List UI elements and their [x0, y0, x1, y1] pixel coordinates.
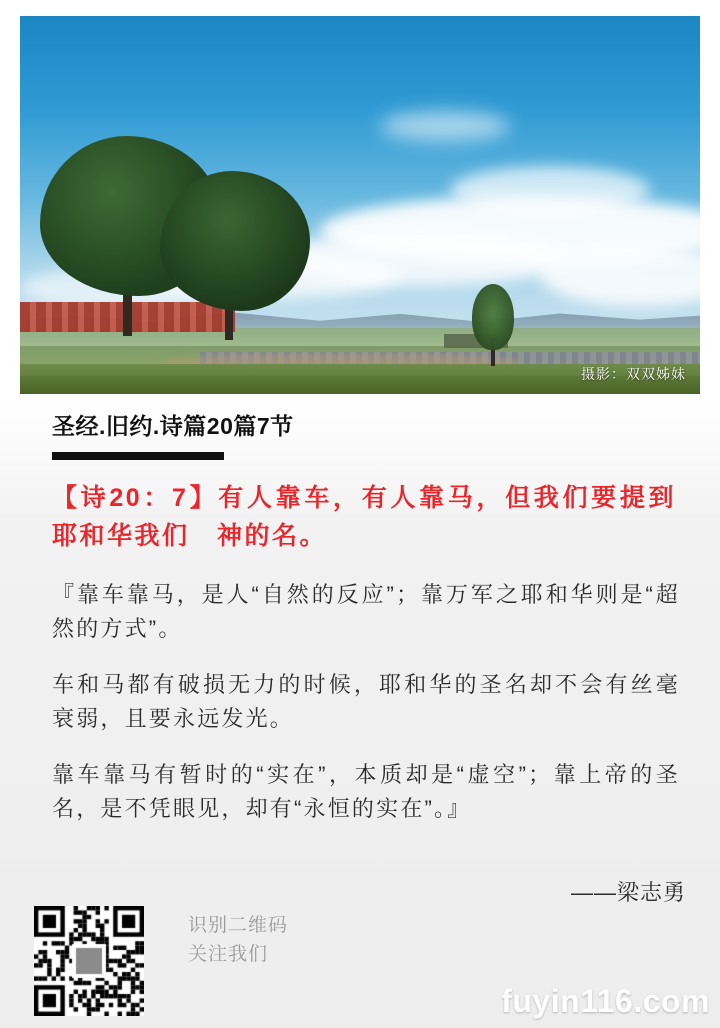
scripture-verse: 【诗20：7】有人靠车，有人靠马，但我们要提到耶和华我们 神的名。: [52, 484, 676, 550]
author-signature: ——梁志勇: [570, 880, 686, 905]
tree-canopy: [160, 171, 310, 311]
commentary-paragraph: 车和马都有破损无力的时候，耶和华的圣名却不会有丝毫衰弱，且要永远发光。: [52, 672, 680, 732]
title-underline-rule: [52, 452, 224, 460]
page-title: 圣经.旧约.诗篇20篇7节: [52, 413, 294, 439]
qr-code[interactable]: [34, 906, 144, 1016]
commentary-body: [52, 578, 680, 849]
site-watermark: fuyin116.com: [501, 983, 710, 1019]
header-photo: [20, 16, 700, 394]
cloud-shape: [380, 111, 510, 141]
qr-instruction-line-2: 关注我们: [188, 943, 269, 965]
commentary-paragraph: 『靠车靠马，是人“自然的反应”；靠万军之耶和华则是“超然的方式”。: [52, 582, 680, 642]
commentary-paragraph: 靠车靠马有暂时的“实在”，本质却是“虚空”；靠上帝的圣名，是不凭眼见，却有“永恒的实在”。』: [52, 762, 680, 822]
qr-instruction-line-1: 识别二维码: [188, 915, 289, 936]
small-tree-canopy: [472, 284, 514, 350]
photo-credit: 摄影：双双姊妹: [581, 366, 686, 382]
qr-instructions: [188, 912, 288, 969]
